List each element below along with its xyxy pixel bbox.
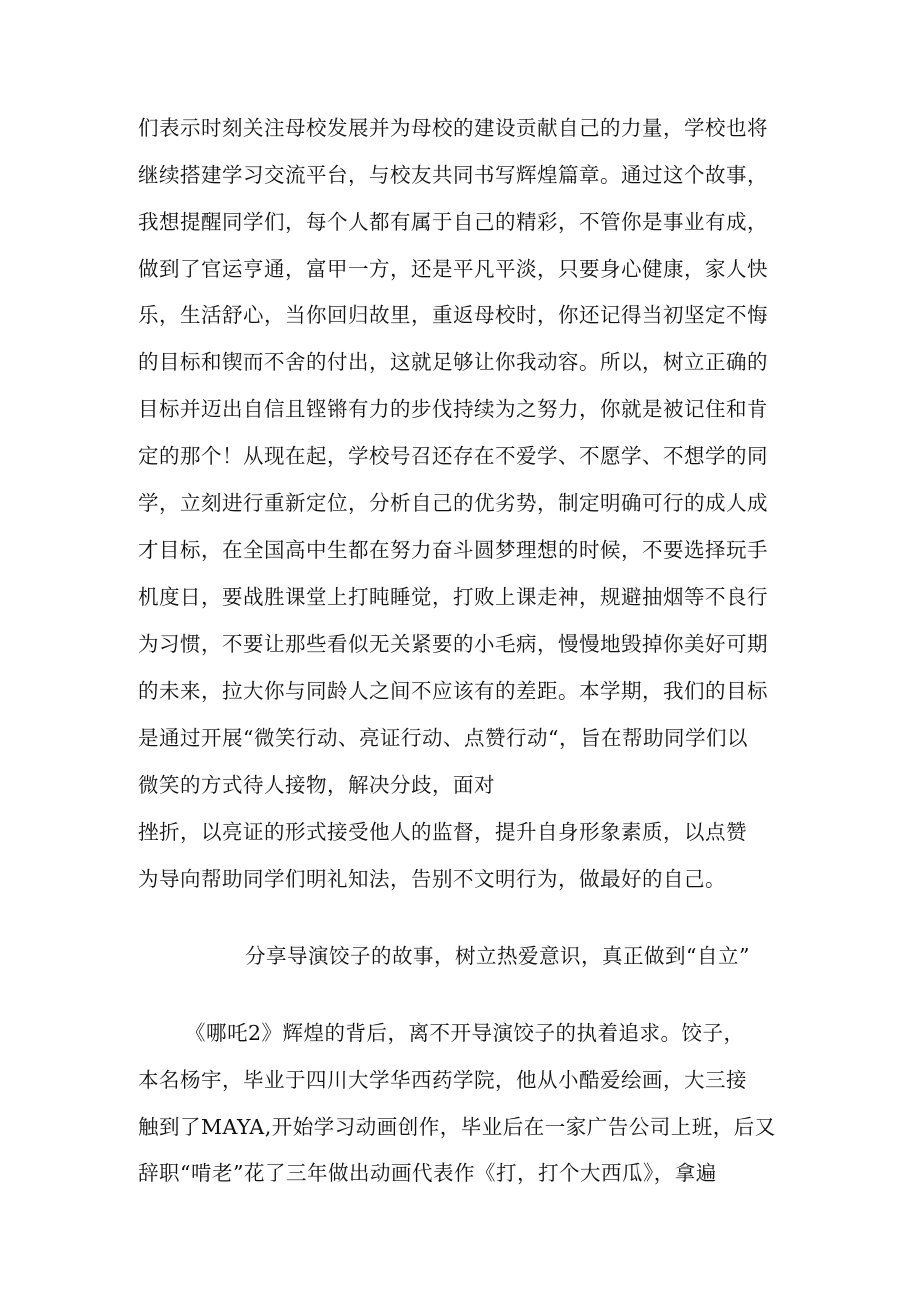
- paragraph-line: 做到了官运亨通，富甲一方，还是平凡平淡，只要身心健康，家人快: [138, 257, 768, 281]
- paragraph-line: 定的那个！从现在起，学校号召还存在不爱学、不愿学、不想学的同: [138, 444, 768, 468]
- paragraph-line: 的目标和锲而不舍的付出，这就足够让你我动容。所以，树立正确的: [138, 350, 768, 374]
- paragraph-line: 继续搭建学习交流平台，与校友共同书写辉煌篇章。通过这个故事，: [138, 163, 768, 187]
- paragraph-line: 为习惯，不要让那些看似无关紧要的小毛病，慢慢地毁掉你美好可期: [138, 632, 768, 656]
- paragraph-line: 辞职“啃老”花了三年做出动画代表作《打，打个大西瓜》，拿遍: [138, 1161, 717, 1185]
- paragraph-line: 《哪吒2》辉煌的背后，离不开导演饺子的执着追求。饺子，: [185, 1021, 745, 1045]
- paragraph-line: 乐，生活舒心，当你回归故里，重返母校时，你还记得当初坚定不悔: [138, 303, 768, 327]
- paragraph-line: 本名杨宇，毕业于四川大学华西药学院，他从小酷爱绘画，大三接: [138, 1068, 747, 1092]
- paragraph-line: 我想提醒同学们，每个人都有属于自己的精彩，不管你是事业有成，: [138, 210, 768, 234]
- paragraph-line: 们表示时刻关注母校发展并为母校的建设贡献自己的力量，学校也将: [138, 116, 768, 140]
- paragraph-line: 机度日，要战胜课堂上打盹睡觉，打败上课走神，规避抽烟等不良行: [138, 585, 768, 609]
- section-heading: 分享导演饺子的故事，树立热爱意识，真正做到“自立”: [245, 944, 750, 968]
- paragraph-line: 目标并迈出自信且铿锵有力的步伐持续为之努力，你就是被记住和肯: [138, 397, 768, 421]
- paragraph-line: 的未来，拉大你与同龄人之间不应该有的差距。本学期，我们的目标: [138, 679, 768, 703]
- paragraph-line: 触到了MAYA,开始学习动画创作，毕业后在一家广告公司上班，后又: [138, 1115, 776, 1139]
- paragraph-line: 挫折，以亮证的形式接受他人的监督，提升自身形象素质，以点赞: [138, 820, 747, 844]
- paragraph-line: 为导向帮助同学们明礼知法，告别不文明行为，做最好的自己。: [138, 867, 726, 891]
- paragraph-line: 是通过开展“微笑行动、亮证行动、点赞行动“，旨在帮助同学们以: [138, 726, 748, 750]
- paragraph-line: 才目标，在全国高中生都在努力奋斗圆梦理想的时候，不要选择玩手: [138, 538, 768, 562]
- paragraph-line: 学，立刻进行重新定位，分析自己的优劣势，制定明确可行的成人成: [138, 491, 768, 515]
- paragraph-line: 微笑的方式待人接物，解决分歧，面对: [138, 773, 495, 797]
